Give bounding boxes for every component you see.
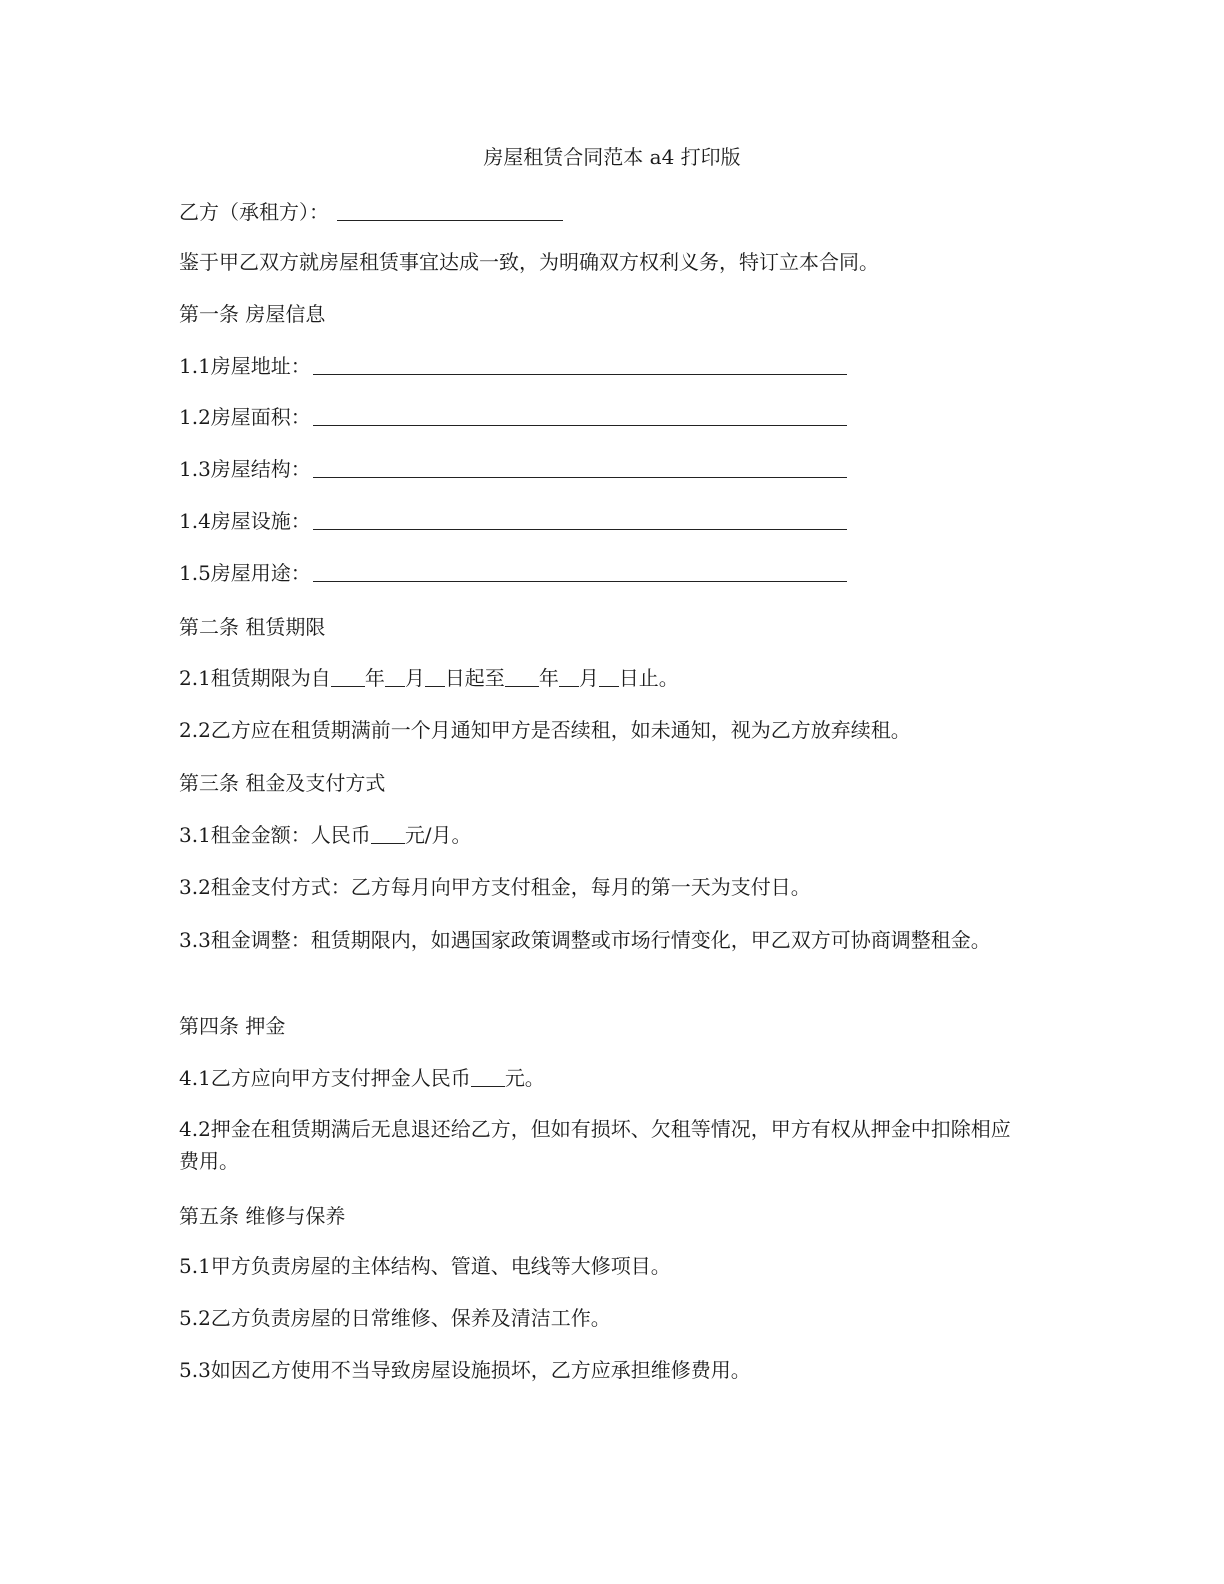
article1-item-label: 1.2房屋面积：: [179, 405, 311, 429]
start-day-label: 日起至: [444, 666, 505, 690]
rent-amount-prefix: 3.1租金金额：人民币: [179, 823, 371, 847]
article2-item1: [179, 662, 1029, 694]
party-b-blank: [337, 200, 563, 221]
party-b-line: [179, 196, 1029, 228]
end-day-blank: [599, 666, 619, 687]
deposit-suffix: 元。: [504, 1066, 545, 1090]
deposit-prefix: 4.1乙方应向甲方支付押金人民币: [179, 1066, 471, 1090]
start-year-label: 年: [364, 666, 385, 690]
article3-item1: [179, 819, 1029, 851]
article1-item-label: 1.1房屋地址：: [179, 354, 311, 378]
article1-heading: 第一条 房屋信息: [179, 302, 326, 326]
article4-item2: 4.2押金在租赁期满后无息退还给乙方，但如有损坏、欠租等情况，甲方有权从押金中扣除相应费用。: [179, 1117, 1011, 1173]
article1-item: [179, 453, 1029, 485]
article1-item: [179, 505, 1029, 537]
article1-item-label: 1.3房屋结构：: [179, 457, 311, 481]
article3-item3: 3.3租金调整：租赁期限内，如遇国家政策调整或市场行情变化，甲乙双方可协商调整租金。: [179, 928, 991, 952]
end-month-blank: [559, 666, 579, 687]
article5-item3: 5.3如因乙方使用不当导致房屋设施损坏，乙方应承担维修费用。: [179, 1358, 751, 1382]
lease-term-prefix: 2.1租赁期限为自: [179, 666, 331, 690]
start-day-blank: [425, 666, 445, 687]
article5-heading: 第五条 维修与保养: [179, 1204, 346, 1228]
rent-amount-blank: [371, 823, 405, 844]
article5-item2: 5.2乙方负责房屋的日常维修、保养及清洁工作。: [179, 1306, 611, 1330]
article2-heading: 第二条 租赁期限: [179, 615, 326, 639]
fill-blank: [313, 561, 847, 582]
article1-item: [179, 350, 1029, 382]
article1-item-label: 1.5房屋用途：: [179, 561, 311, 585]
start-year-blank: [331, 666, 365, 687]
party-b-label: 乙方（承租方）：: [179, 200, 329, 224]
intro-paragraph: 鉴于甲乙双方就房屋租赁事宜达成一致，为明确双方权利义务，特订立本合同。: [179, 250, 879, 274]
article3-heading: 第三条 租金及支付方式: [179, 771, 386, 795]
fill-blank: [313, 354, 847, 375]
deposit-amount-blank: [471, 1066, 505, 1087]
document-title: 房屋租赁合同范本 a4 打印版: [483, 145, 741, 169]
article1-item: [179, 557, 1029, 589]
article1-item: [179, 401, 1029, 433]
article5-item1: 5.1甲方负责房屋的主体结构、管道、电线等大修项目。: [179, 1254, 671, 1278]
fill-blank: [313, 457, 847, 478]
fill-blank: [313, 405, 847, 426]
end-month-label: 月: [578, 666, 599, 690]
article4-heading: 第四条 押金: [179, 1014, 286, 1038]
start-month-label: 月: [404, 666, 425, 690]
start-month-blank: [385, 666, 405, 687]
article1-item-label: 1.4房屋设施：: [179, 509, 311, 533]
article2-item2: 2.2乙方应在租赁期满前一个月通知甲方是否续租，如未通知，视为乙方放弃续租。: [179, 718, 911, 742]
rent-amount-suffix: 元/月。: [404, 823, 472, 847]
end-year-label: 年: [538, 666, 559, 690]
article4-item1: [179, 1062, 1029, 1094]
fill-blank: [313, 509, 847, 530]
article3-item2: 3.2租金支付方式：乙方每月向甲方支付租金，每月的第一天为支付日。: [179, 875, 811, 899]
end-day-label: 日止。: [618, 666, 679, 690]
end-year-blank: [505, 666, 539, 687]
